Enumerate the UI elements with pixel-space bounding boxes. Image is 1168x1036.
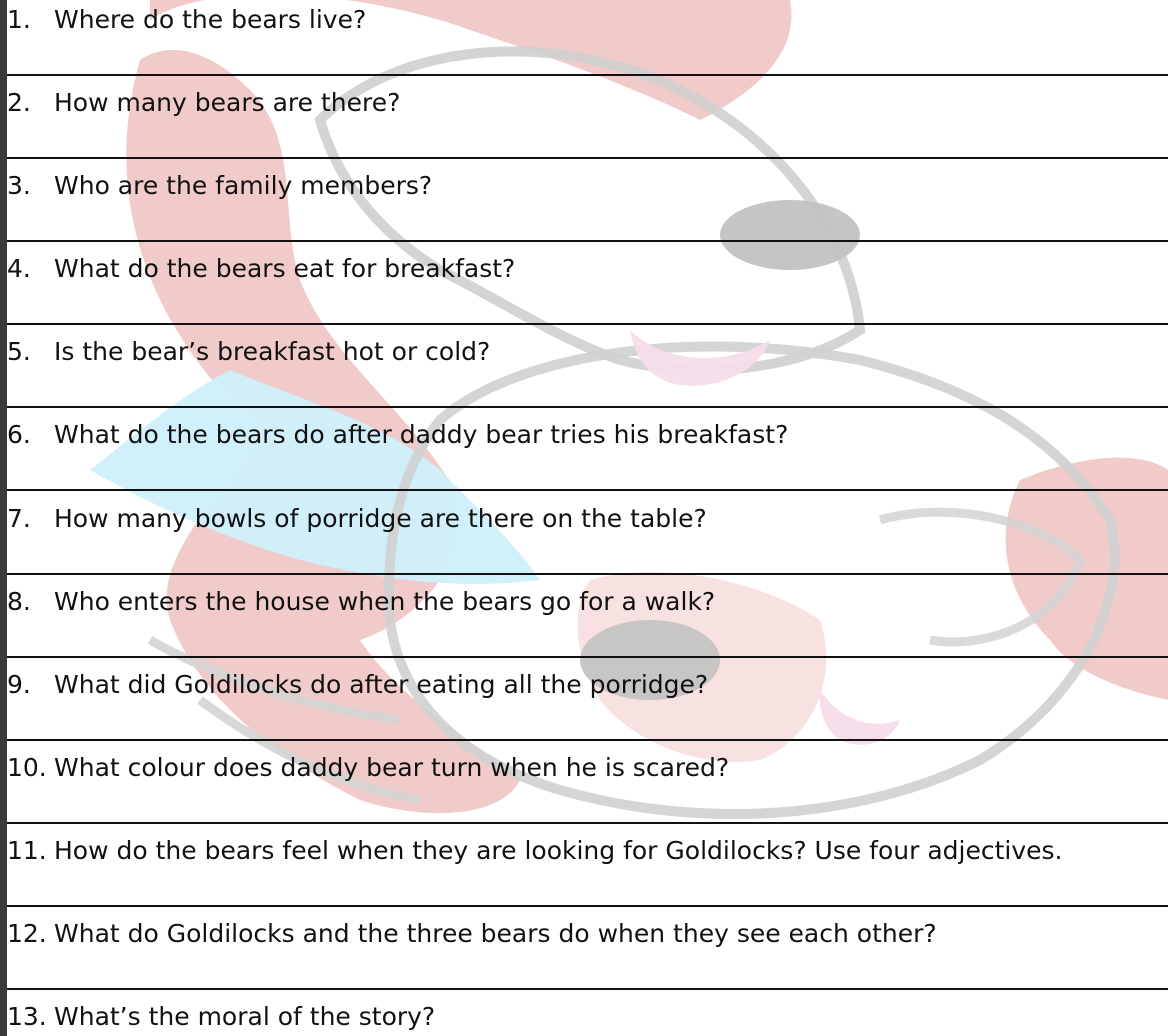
question-text: How many bears are there? bbox=[54, 88, 401, 117]
question-text: What did Goldilocks do after eating all the porridge? bbox=[54, 670, 709, 699]
bear-mouth-shape bbox=[630, 330, 770, 386]
answer-line bbox=[7, 988, 1168, 990]
question-number: 9. bbox=[7, 670, 31, 699]
question-item bbox=[7, 254, 515, 284]
question-item bbox=[7, 753, 729, 783]
answer-line bbox=[7, 656, 1168, 658]
left-border-bar bbox=[0, 0, 7, 1036]
answer-line bbox=[7, 157, 1168, 159]
question-text: What’s the moral of the story? bbox=[54, 1002, 436, 1031]
answer-line bbox=[7, 905, 1168, 907]
answer-line bbox=[7, 822, 1168, 824]
question-number: 12. bbox=[7, 919, 47, 948]
question-text: Who enters the house when the bears go for a walk? bbox=[54, 587, 716, 616]
question-number: 5. bbox=[7, 337, 31, 366]
answer-line bbox=[7, 323, 1168, 325]
question-item bbox=[7, 5, 366, 35]
question-item bbox=[7, 171, 432, 201]
question-text: Where do the bears live? bbox=[54, 5, 367, 34]
question-number: 7. bbox=[7, 504, 31, 533]
answer-line bbox=[7, 573, 1168, 575]
question-text: How do the bears feel when they are looking for Goldilocks? Use four adjectives. bbox=[54, 836, 1063, 865]
question-text: Who are the family members? bbox=[54, 171, 433, 200]
bear-nose-shape bbox=[720, 200, 860, 270]
question-text: What do the bears eat for breakfast? bbox=[54, 254, 516, 283]
answer-line bbox=[7, 406, 1168, 408]
question-number: 11. bbox=[7, 836, 47, 865]
question-text: How many bowls of porridge are there on the table? bbox=[54, 504, 707, 533]
answer-line bbox=[7, 489, 1168, 491]
question-number: 4. bbox=[7, 254, 31, 283]
question-text: What colour does daddy bear turn when he is scared? bbox=[54, 753, 730, 782]
question-item bbox=[7, 88, 400, 118]
answer-line bbox=[7, 739, 1168, 741]
answer-line bbox=[7, 74, 1168, 76]
question-item bbox=[7, 504, 707, 534]
question-text: Is the bear’s breakfast hot or cold? bbox=[54, 337, 491, 366]
question-item bbox=[7, 836, 1063, 866]
question-number: 3. bbox=[7, 171, 31, 200]
question-item bbox=[7, 420, 788, 450]
question-item bbox=[7, 1002, 435, 1032]
answer-line bbox=[7, 240, 1168, 242]
question-item bbox=[7, 337, 490, 367]
question-item bbox=[7, 670, 708, 700]
question-number: 6. bbox=[7, 420, 31, 449]
question-text: What do Goldilocks and the three bears do when they see each other? bbox=[54, 919, 937, 948]
question-number: 10. bbox=[7, 753, 47, 782]
question-text: What do the bears do after daddy bear tries his breakfast? bbox=[54, 420, 789, 449]
question-number: 13. bbox=[7, 1002, 47, 1031]
question-number: 8. bbox=[7, 587, 31, 616]
question-number: 1. bbox=[7, 5, 31, 34]
question-number: 2. bbox=[7, 88, 31, 117]
question-item bbox=[7, 919, 937, 949]
question-item bbox=[7, 587, 715, 617]
bear-mouth-shape-2 bbox=[820, 690, 900, 745]
